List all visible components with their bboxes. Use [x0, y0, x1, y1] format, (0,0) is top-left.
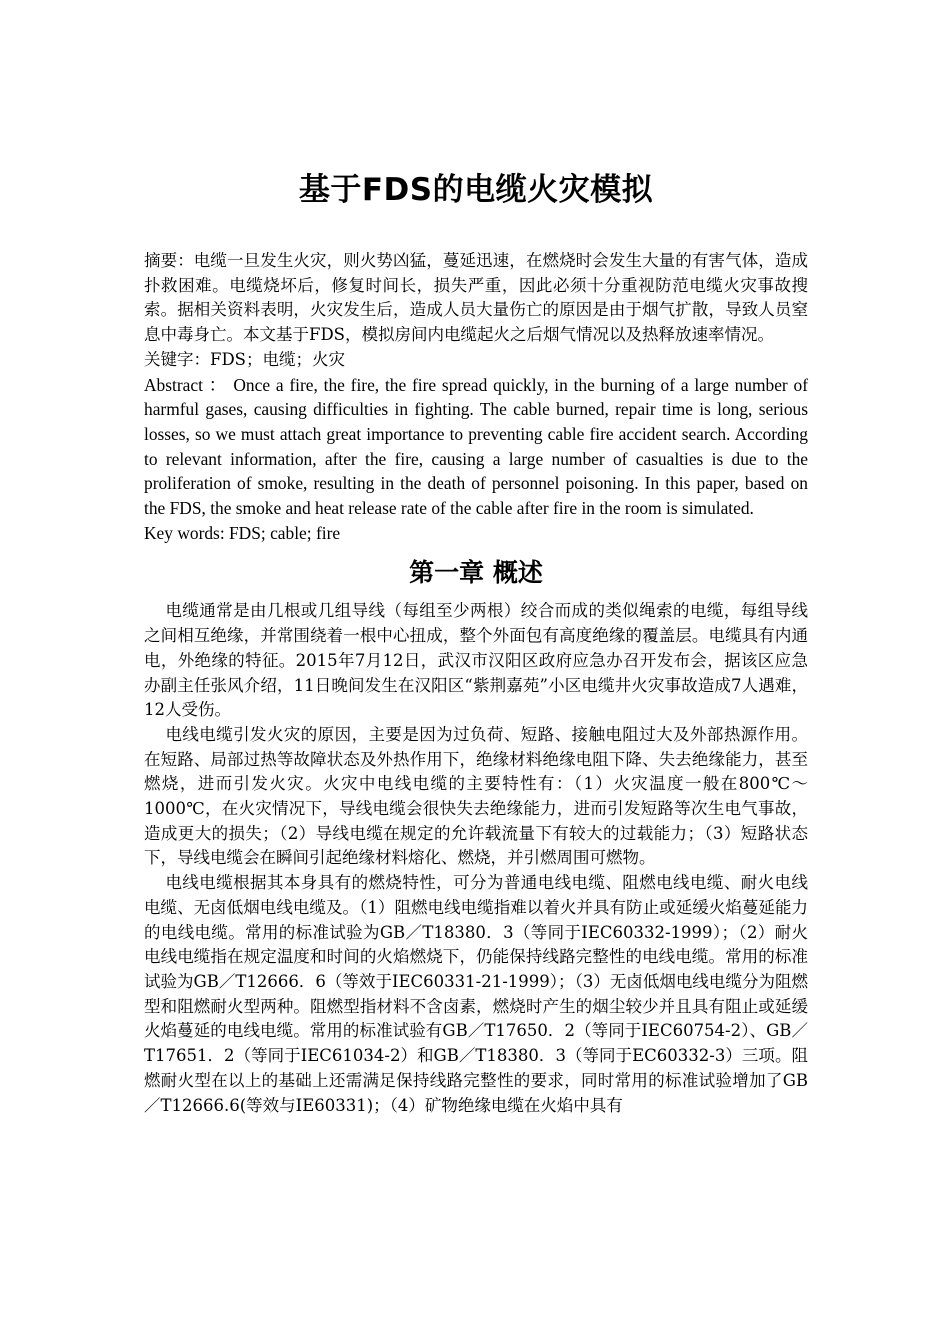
chinese-abstract: 摘要：电缆一旦发生火灾，则火势凶猛，蔓延迅速，在燃烧时会发生大量的有害气体，造成扑救困难。电缆烧坏后，修复时间长，损失严重，因此必须十分重视防范电缆火灾事故搜索。据相关资料表明，火灾发生后，造成人员大量伤亡的原因是由于烟气扩散，导致人员窒息中毒身亡。本文基于FDS，模拟房间内电缆起火之后烟气情况以及热释放速率情况。: [144, 251, 808, 345]
body-paragraph: 电线电缆引发火灾的原因，主要是因为过负荷、短路、接触电阻过大及外部热源作用。在短路、局部过热等故障状态及外热作用下，绝缘材料绝缘电阻下降、失去绝缘能力，甚至燃烧，进而引发火灾。火灾中电线电缆的主要特性有：（1）火灾温度一般在800℃～1000℃，在火灾情况下，导线电缆会很快失去绝缘能力，进而引发短路等次生电气事故，造成更大的损失；（2）导线电缆在规定的允许载流量下有较大的过载能力；（3）短路状态下，导线电缆会在瞬间引起绝缘材料熔化、燃烧，并引燃周围可燃物。: [144, 724, 808, 868]
body-paragraph: 电线电缆根据其本身具有的燃烧特性，可分为普通电线电缆、阻燃电线电缆、耐火电线电缆、无卤低烟电线电缆及。（1）阻燃电线电缆指难以着火并具有防止或延缓火焰蔓延能力的电线电缆。常用的标准试验为GB／T18380．3（等同于IEC60332-1999）；（2）耐火电线电缆指在规定温度和时间的火焰燃烧下，仍能保持线路完整性的电线电缆。常用的标准试验为GB／T12666．6（等效于IEC60331-21-1999）；（3）无卤低烟电线电缆分为阻燃型和阻燃耐火型两种。阻燃型指材料不含卤素，燃烧时产生的烟尘较少并且具有阻止或延缓火焰蔓延的电线电缆。常用的标准试验有GB／T17650．2（等同于IEC60754-2）、GB／T17651．2（等同于IEC61034-2）和GB／T18380．3（等同于EC60332-3）三项。阻燃耐火型在以上的基础上还需满足保持线路完整性的要求，同时常用的标准试验增加了GB／T12666.6(等效与IE60331)；（4）矿物绝缘电缆在火焰中具有: [144, 873, 808, 1115]
chinese-keywords: 关键字：FDS；电缆；火灾: [144, 349, 345, 369]
english-keywords: Key words: FDS; cable; fire: [144, 522, 341, 543]
english-abstract-section: [144, 373, 808, 546]
chapter-1-title: 第一章 概述: [409, 558, 543, 588]
english-abstract: Abstract ： Once a fire, the fire, the fire spread quickly, in the burning of a large number of harmful gases, causing difficulties in fighting. The cable burned, repair time is long, serious losses, so we must attach great importance to preventing cable fire accident search. According to relevant information, after the fire, causing a large number of casualties is due to the proliferation of smoke, resulting in the death of personnel poisoning. In this paper, based on the FDS, the smoke and heat release rate of the cable after fire in the room is simulated.: [144, 374, 808, 519]
chinese-abstract-section: [144, 249, 808, 373]
chapter-1-body: [144, 599, 808, 1118]
page-content: [144, 172, 808, 1118]
document-title: 基于FDS的电缆火灾模拟: [298, 172, 654, 208]
body-paragraph: 电缆通常是由几根或几组导线（每组至少两根）绞合而成的类似绳索的电缆，每组导线之间相互绝缘，并常围绕着一根中心扭成，整个外面包有高度绝缘的覆盖层。电缆具有内通电，外绝缘的特征。2015年7月12日，武汉市汉阳区政府应急办召开发布会，据该区应急办副主任张风介绍，11日晚间发生在汉阳区“紫荆嘉苑”小区电缆井火灾事故造成7人遇难，12人受伤。: [144, 601, 808, 720]
